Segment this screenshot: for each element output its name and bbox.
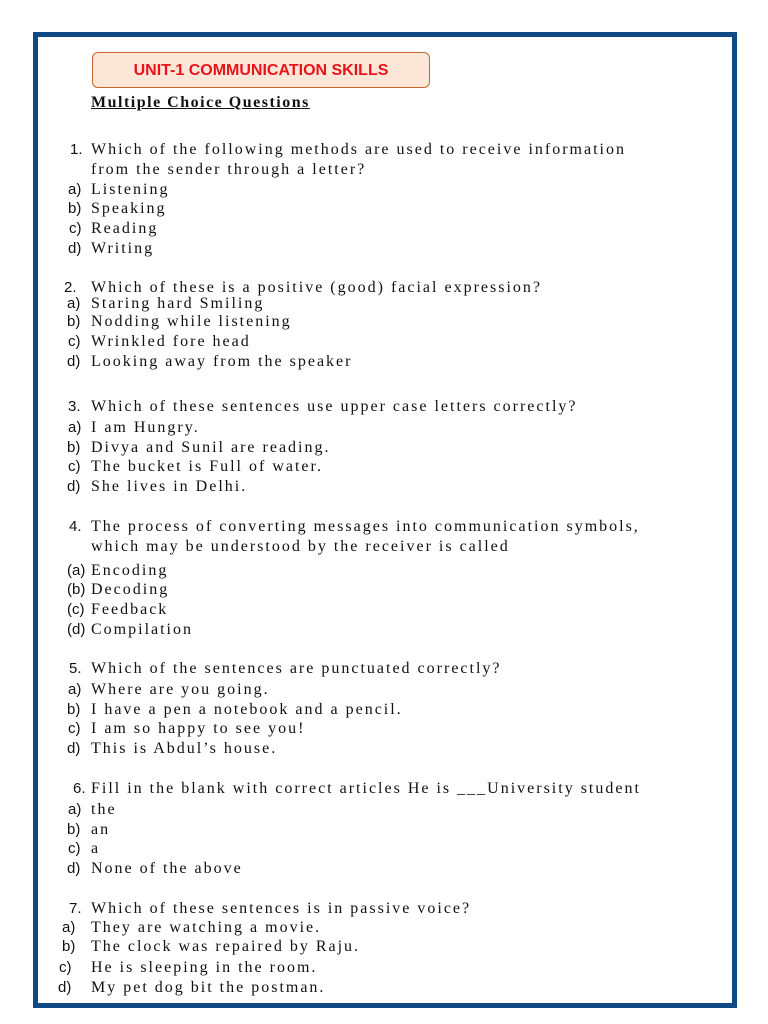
option-label: b) [62, 938, 76, 955]
question-text-line: The process of converting messages into communication symbols, [91, 518, 640, 535]
option-text: I am Hungry. [91, 419, 200, 436]
option-text: She lives in Delhi. [91, 478, 248, 495]
option-label: d) [67, 353, 81, 370]
option-label: c) [68, 720, 81, 737]
option-label: (d) [67, 621, 86, 638]
question-number: 3. [68, 398, 81, 415]
option-label: a) [67, 295, 81, 312]
option-label: (a) [67, 562, 86, 579]
option-text: Listening [91, 181, 170, 198]
option-label: d) [58, 979, 72, 996]
question-number: 5. [69, 660, 82, 677]
question-number: 4. [69, 518, 82, 535]
option-text: I have a pen a notebook and a pencil. [91, 701, 403, 718]
option-text: Wrinkled fore head [91, 333, 251, 350]
question-text-line: Fill in the blank with correct articles He is ___University student [91, 780, 641, 797]
option-label: d) [67, 478, 81, 495]
option-label: a) [68, 801, 82, 818]
option-label: c) [59, 959, 72, 976]
option-label: d) [68, 240, 82, 257]
option-label: a) [68, 181, 82, 198]
option-text: Reading [91, 220, 159, 237]
question-text-line: Which of these sentences is in passive voice? [91, 900, 472, 917]
option-text: Decoding [91, 581, 170, 598]
option-text: Speaking [91, 200, 167, 217]
option-text: Writing [91, 240, 155, 257]
option-text: Looking away from the speaker [91, 353, 353, 370]
question-number: 1. [70, 141, 83, 158]
option-label: a) [68, 681, 82, 698]
option-text: Feedback [91, 601, 169, 618]
option-text: Encoding [91, 562, 169, 579]
option-label: b) [67, 313, 81, 330]
question-text-line: Which of the following methods are used to receive information [91, 141, 626, 158]
question-text-line: Which of these is a positive (good) facial expression? [91, 279, 542, 296]
option-text: Where are you going. [91, 681, 270, 698]
option-label: c) [68, 333, 81, 350]
option-text: I am so happy to see you! [91, 720, 306, 737]
option-label: c) [69, 220, 82, 237]
option-label: b) [67, 439, 81, 456]
question-text-line: from the sender through a letter? [91, 161, 367, 178]
unit-title-box [92, 52, 430, 88]
option-label: d) [67, 860, 81, 877]
option-text: They are watching a movie. [91, 919, 322, 936]
option-text: Divya and Sunil are reading. [91, 439, 331, 456]
question-number: 6. [73, 780, 86, 797]
question-text-line: Which of these sentences use upper case letters correctly? [91, 398, 578, 415]
option-text: My pet dog bit the postman. [91, 979, 326, 996]
option-label: c) [68, 840, 81, 857]
option-text: None of the above [91, 860, 243, 877]
option-text: The bucket is Full of water. [91, 458, 323, 475]
question-number: 7. [69, 900, 82, 917]
question-number: 2. [64, 279, 77, 296]
option-label: b) [67, 821, 81, 838]
unit-title: UNIT-1 COMMUNICATION SKILLS [133, 62, 389, 79]
option-text: Nodding while listening [91, 313, 292, 330]
option-text: This is Abdul’s house. [91, 740, 278, 757]
option-text: a [91, 840, 101, 857]
question-text-line: which may be understood by the receiver is called [91, 538, 510, 555]
option-text: Staring hard Smiling [91, 295, 265, 312]
option-label: a) [68, 419, 82, 436]
option-label: c) [68, 458, 81, 475]
option-text: The clock was repaired by Raju. [91, 938, 361, 955]
option-label: a) [62, 919, 76, 936]
option-text: He is sleeping in the room. [91, 959, 318, 976]
option-label: (b) [67, 581, 86, 598]
option-label: b) [67, 701, 81, 718]
section-title: Multiple Choice Questions [91, 94, 310, 111]
option-label: (c) [67, 601, 85, 618]
option-text: Compilation [91, 621, 193, 638]
option-label: d) [67, 740, 81, 757]
question-text-line: Which of the sentences are punctuated correctly? [91, 660, 502, 677]
option-text: the [91, 801, 117, 818]
option-text: an [91, 821, 111, 838]
option-label: b) [68, 200, 82, 217]
